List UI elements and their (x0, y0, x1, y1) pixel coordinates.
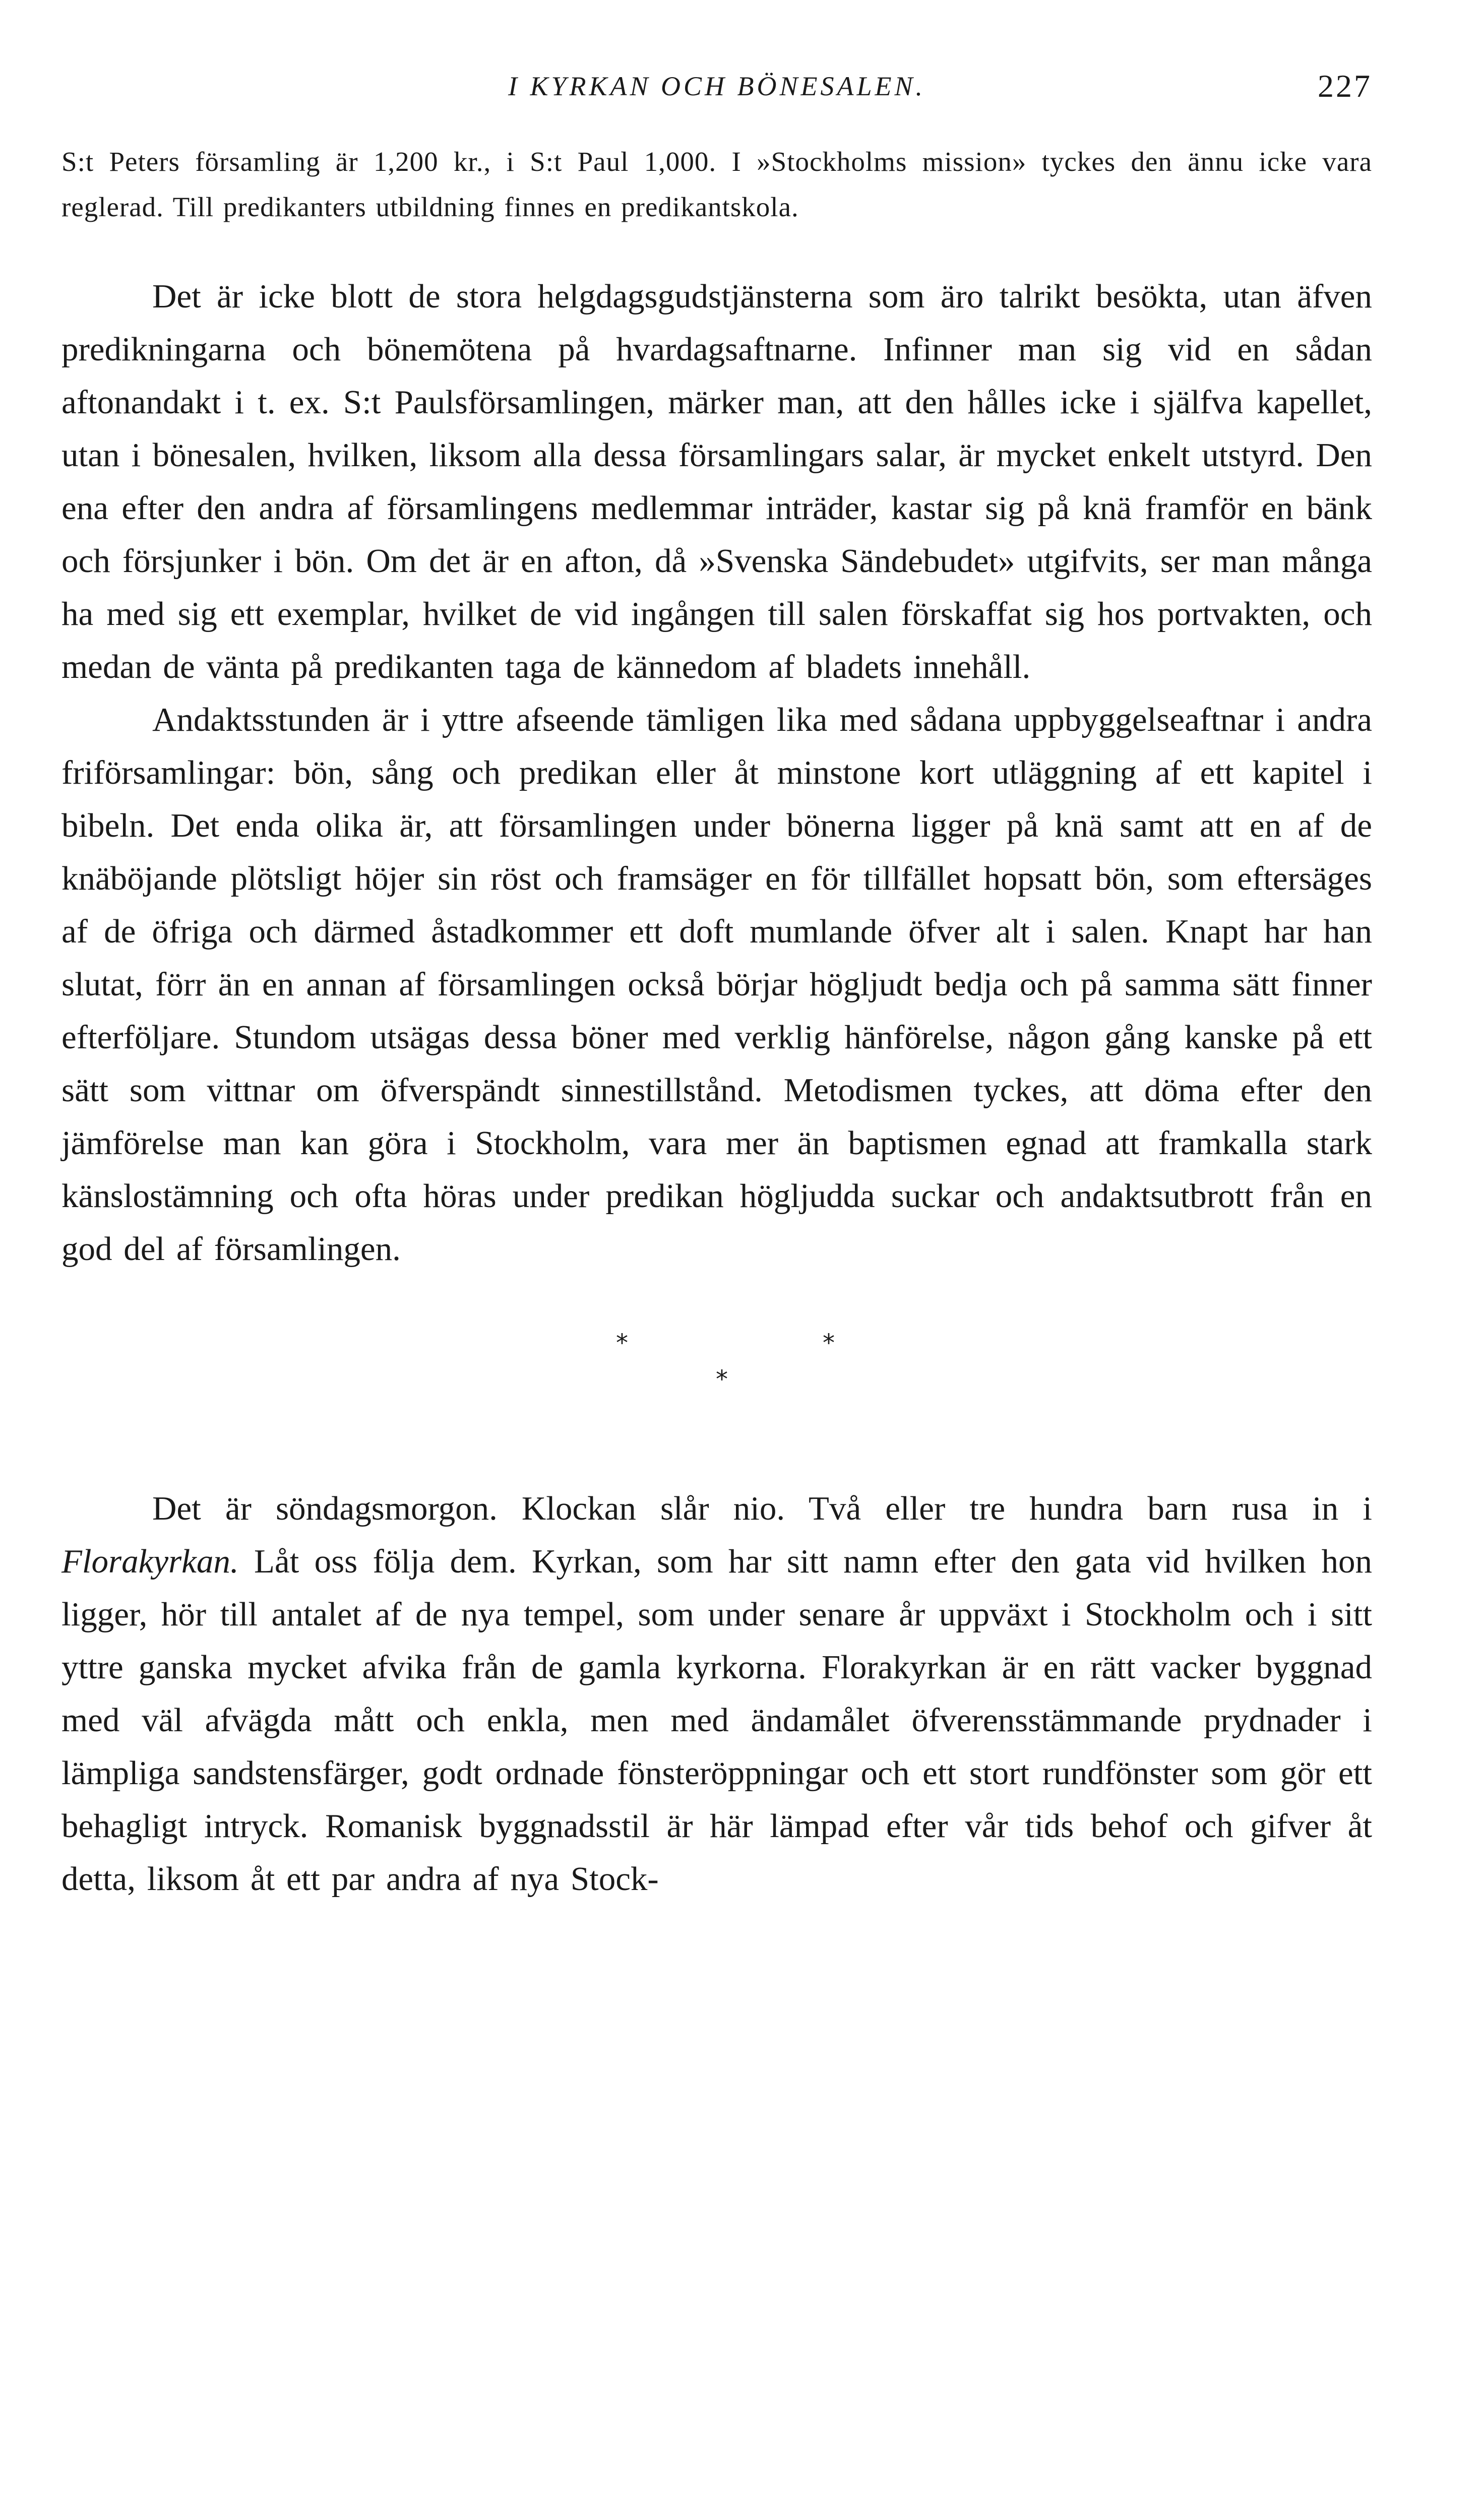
intro-paragraph: S:t Peters församling är 1,200 kr., i S:t Paul 1,000. I »Stockholms mission» tyckes den ännu icke vara reglerad. Till predikanters utbildning finnes en predikantskola. (61, 146, 1372, 222)
page-number: 227 (1318, 68, 1372, 104)
divider-star-bottom: * (716, 1365, 728, 1394)
body-paragraph-2: Andaktsstunden är i yttre afseende tämligen lika med sådana uppbyggelseaftnar i andra friförsamlingar: bön, sång och predikan eller åt minstone kort utläggning af ett kapitel i bibeln. Det enda olika är, att församlingen under bönerna ligger på knä samt att en af de knäböjande plötsligt höjer sin röst och framsäger en för tillfället hopsatt bön, som eftersäges af de öfriga och därmed åstadkommer ett doft mumlande öfver alt i salen. Knapt har han slutat, förr än en annan af församlingen också börjar högljudt bedja och på samma sätt finner efterföljare. Stundom utsägas dessa böner med verklig hänförelse, någon gång kanske på ett sätt som vittnar om öfverspändt sinnestillstånd. Metodismen tyckes, att döma efter den jämförelse man kan göra i Stockholm, vara mer än baptismen egnad att framkalla stark känslostämning och ofta höras under predikan högljudda suckar och andaktsutbrott från en god del af församlingen. (61, 701, 1372, 1268)
paragraph-3-text-rest: Låt oss följa dem. Kyrkan, som har sitt namn efter den gata vid hvilken hon ligger, hör till antalet af de nya tempel, som under senare år uppväxt i Stockholm och i sitt yttre ganska mycket afvika från de gamla kyrkorna. Florakyrkan är en rätt vacker byggnad med väl afvägda mått och enkla, men med ändamålet öfverensstämmande prydnader i lämpliga sandstensfärger, godt ordnade fönsteröppningar och ett stort rundfönster som gör ett behagligt intryck. Romanisk byggnadsstil är här lämpad efter vår tids behof och gifver åt detta, liksom åt ett par andra af nya Stock- (61, 1543, 1372, 1898)
church-name-italic: Florakyrkan. (61, 1543, 239, 1580)
body-paragraph-1: Det är icke blott de stora helgdagsgudstjänsterna som äro talrikt besökta, utan äfven predikningarna och bönemötena på hvardagsaftnarne. Infinner man sig vid en sådan aftonandakt i t. ex. S:t Paulsförsamlingen, märker man, att den hålles icke i själfva kapellet, utan i bönesalen, hvilken, liksom alla dessa församlingars salar, är mycket enkelt utstyrd. Den ena efter den andra af församlingens medlemmar inträder, kastar sig på knä framför en bänk och försjunker i bön. Om det är en afton, då »Svenska Sändebudet» utgifvits, ser man många ha med sig ett exemplar, hvilket de vid ingången till salen förskaffat sig hos portvakten, och medan de vänta på predikanten taga de kännedom af bladets innehåll. (61, 278, 1372, 685)
divider-star-left: * (616, 1329, 628, 1357)
book-page (61, 60, 1372, 1906)
running-header (61, 60, 1372, 121)
paragraph-3-text-start: Det är söndagsmorgon. Klockan slår nio. Två eller tre hundra barn rusa in i (152, 1490, 1372, 1527)
running-title: I KYRKAN OCH BÖNESALEN. (508, 71, 926, 101)
body-paragraph-3 (61, 1482, 1372, 1906)
section-divider (61, 1321, 1372, 1482)
divider-star-right: * (823, 1329, 835, 1357)
